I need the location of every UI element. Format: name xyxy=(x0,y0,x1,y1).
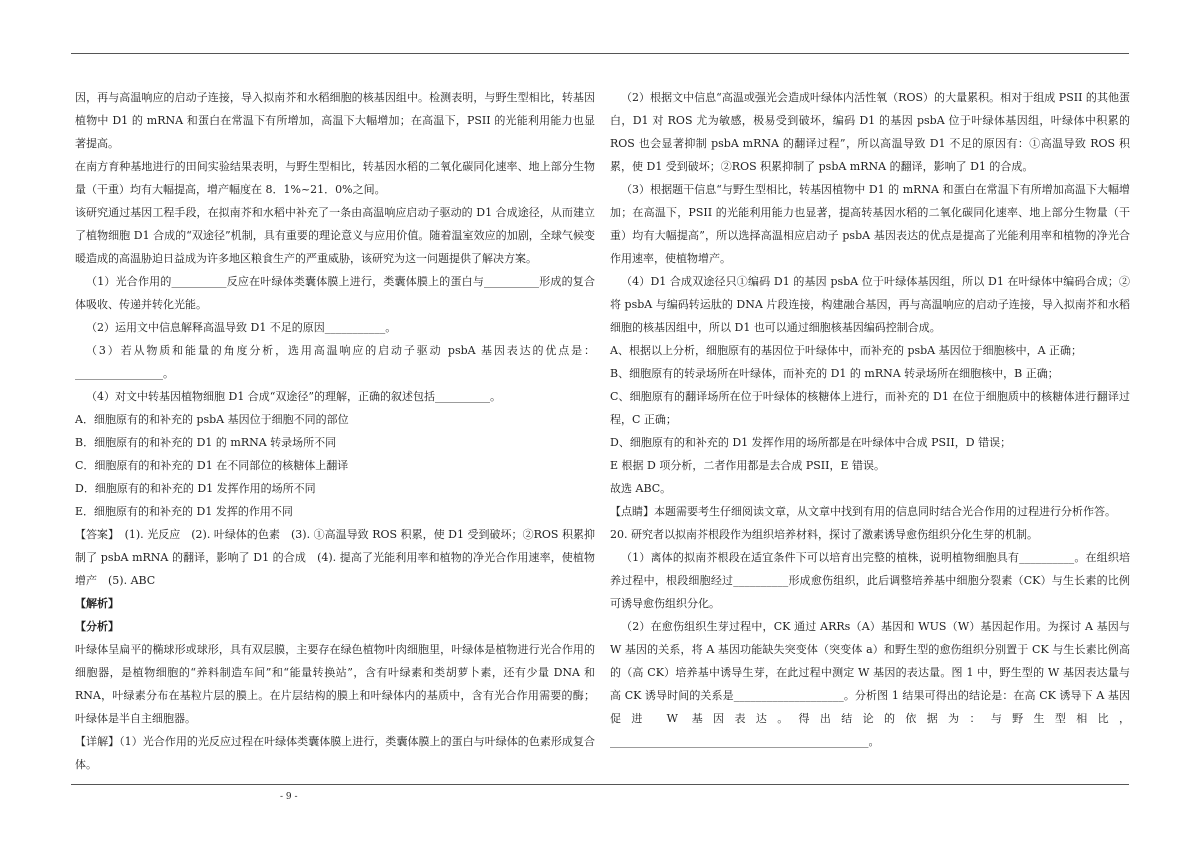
analysis-subheading: 【分析】 xyxy=(75,620,119,633)
option-a: A．细胞原有的和补充的 psbA 基因位于细胞不同的部位 xyxy=(75,413,349,426)
bottom-rule xyxy=(71,784,1129,785)
question-4: （4）对文中转基因植物细胞 D1 合成“双途径”的理解，正确的叙述包括__________。 xyxy=(86,390,502,403)
left-column xyxy=(75,86,595,776)
detail-4: （4）D1 合成双途径只①编码 D1 的基因 psbA 位于叶绿体基因组，所以 D1 在叶绿体中编码合成；②将 psbA 与编码转运肽的 DNA 片段连接，构建融合基因，再与高温响应的启动子连接，导入拟南芥和水稻细胞的核基因组中，所以 D1 也可以通过细胞核基因编码控制合成。 xyxy=(610,275,1130,334)
option-c-explanation: C、细胞原有的翻译场所在位于叶绿体的核糖体上进行，而补充的 D1 在位于细胞质中的核糖体进行翻译过程，C 正确； xyxy=(610,390,1130,426)
option-e-explanation: E 根据 D 项分析，二者作用都是去合成 PSII，E 错误。 xyxy=(610,459,885,472)
question-20-1: （1）离体的拟南芥根段在适宜条件下可以培育出完整的植株，说明植物细胞具有__________。在组织培养过程中，根段细胞经过__________形成愈伤组织，此后调整培养基中细胞分裂素（CK）与生长素的比例可诱导愈伤组织分化。 xyxy=(610,551,1130,610)
paragraph: 该研究通过基因工程手段，在拟南芥和水稻中补充了一条由高温响应启动子驱动的 D1 合成途径，从而建立了植物细胞 D1 合成的“双途径”机制，具有重要的理论意义与应用价值。随着温室效应的加剧，全球气候变暖造成的高温胁迫日益成为许多地区粮食生产的严重威胁，该研究为这一问题提供了解决方案。 xyxy=(75,206,595,265)
answer-section: 【答案】 (1). 光反应 (2). 叶绿体的色素 (3). ①高温导致 ROS 积累，使 D1 受到破坏；②ROS 积累抑制了 psbA mRNA 的翻译，影响了 D1 的合成 (4). 提高了光能利用率和植物的净光合作用速率，使植物增产 (5). ABC xyxy=(75,528,595,587)
option-a-explanation: A、根据以上分析，细胞原有的基因位于叶绿体中，而补充的 psbA 基因位于细胞核中，A 正确； xyxy=(610,344,1083,357)
option-d-explanation: D、细胞原有的和补充的 D1 发挥作用的场所都是在叶绿体中合成 PSII，D 错误； xyxy=(610,436,1012,449)
conclusion: 故选 ABC。 xyxy=(610,482,672,495)
detail-3: （3）根据题干信息“与野生型相比，转基因植物中 D1 的 mRNA 和蛋白在常温下有所增加高温下大幅增加；在高温下，PSII 的光能利用能力也显著，提高转基因水稻的二氧化碳同化速率、地上部分生物量（干重）均有大幅提高”，所以选择高温相应启动子 psbA 基因表达的优点是提高了光能利用率和植物的净光合作用速率，使植物增产。 xyxy=(610,183,1130,265)
question-1: （1）光合作用的__________反应在叶绿体类囊体膜上进行，类囊体膜上的蛋白与__________形成的复合体吸收、传递并转化光能。 xyxy=(75,275,595,311)
comment: 【点睛】本题需要考生仔细阅读文章，从文章中找到有用的信息同时结合光合作用的过程进行分析作答。 xyxy=(610,505,1116,518)
question-3: （3）若从物质和能量的角度分析，选用高温响应的启动子驱动 psbA 基因表达的优点是：________________。 xyxy=(75,344,595,380)
top-rule xyxy=(71,53,1129,54)
page-number: - 9 - xyxy=(280,792,298,802)
option-e: E．细胞原有的和补充的 D1 发挥的作用不同 xyxy=(75,505,293,518)
option-b-explanation: B、细胞原有的转录场所在叶绿体，而补充的 D1 的 mRNA 转录场所在细胞核中，B 正确； xyxy=(610,367,1059,380)
question-20-2: （2）在愈伤组织生芽过程中，CK 通过 ARRs（A）基因和 WUS（W）基因起作用。为探讨 A 基因与 W 基因的关系，将 A 基因功能缺失突变体（突变体 a）和野生型的愈伤组织分别置于 CK 与生长素比例高的（高 CK）培养基中诱导生芽，在此过程中测定 W 基因的表达量。图 1 中，野生型的 W 基因表达量与高 CK 诱导时间的关系是____________________。分析图 1 结果可得出的结论是：在高 CK 诱导下 A 基因促进 W 基因表达。得出结论的依据为：与野生型相比，_______________________________________________。 xyxy=(610,620,1130,748)
analysis-text: 叶绿体呈扁平的椭球形或球形，具有双层膜，主要存在绿色植物叶肉细胞里，叶绿体是植物进行光合作用的细胞器，是植物细胞的“养料制造车间”和“能量转换站”，含有叶绿素和类胡萝卜素，还有少量 DNA 和 RNA，叶绿素分布在基粒片层的膜上。在片层结构的膜上和叶绿体内的基质中，含有光合作用需要的酶；叶绿体是半自主细胞器。 xyxy=(75,643,595,725)
right-column xyxy=(610,86,1130,753)
detail-text: 【详解】（1）光合作用的光反应过程在叶绿体类囊体膜上进行，类囊体膜上的蛋白与叶绿体的色素形成复合体。 xyxy=(75,735,595,771)
paragraph: 因，再与高温响应的启动子连接，导入拟南芥和水稻细胞的核基因组中。检测表明，与野生型相比，转基因植物中 D1 的 mRNA 和蛋白在常温下有所增加，高温下大幅增加；在高温下，PSII 的光能利用能力也显著提高。 xyxy=(75,91,595,150)
detail-2: （2）根据文中信息“高温或强光会造成叶绿体内活性氧（ROS）的大量累积。相对于组成 PSII 的其他蛋白，D1 对 ROS 尤为敏感，极易受到破坏，编码 D1 的基因 psbA 位于叶绿体基因组，叶绿体中积累的 ROS 也会显著抑制 psbA mRNA 的翻译过程”，所以高温导致 D1 不足的原因有：①高温导致 ROS 积累，使 D1 受到破坏；②ROS 积累抑制了 psbA mRNA 的翻译，影响了 D1 的合成。 xyxy=(610,91,1130,173)
option-b: B．细胞原有的和补充的 D1 的 mRNA 转录场所不同 xyxy=(75,436,337,449)
question-2: （2）运用文中信息解释高温导致 D1 不足的原因___________。 xyxy=(86,321,397,334)
option-c: C．细胞原有的和补充的 D1 在不同部位的核糖体上翻译 xyxy=(75,459,349,472)
option-d: D．细胞原有的和补充的 D1 发挥作用的场所不同 xyxy=(75,482,316,495)
analysis-heading: 【解析】 xyxy=(75,597,119,610)
paragraph: 在南方育种基地进行的田间实验结果表明，与野生型相比，转基因水稻的二氧化碳同化速率、地上部分生物量（干重）均有大幅提高，增产幅度在 8．1%~21．0%之间。 xyxy=(75,160,595,196)
question-20-intro: 20. 研究者以拟南芥根段作为组织培养材料，探讨了激素诱导愈伤组织分化生芽的机制。 xyxy=(610,528,1038,541)
